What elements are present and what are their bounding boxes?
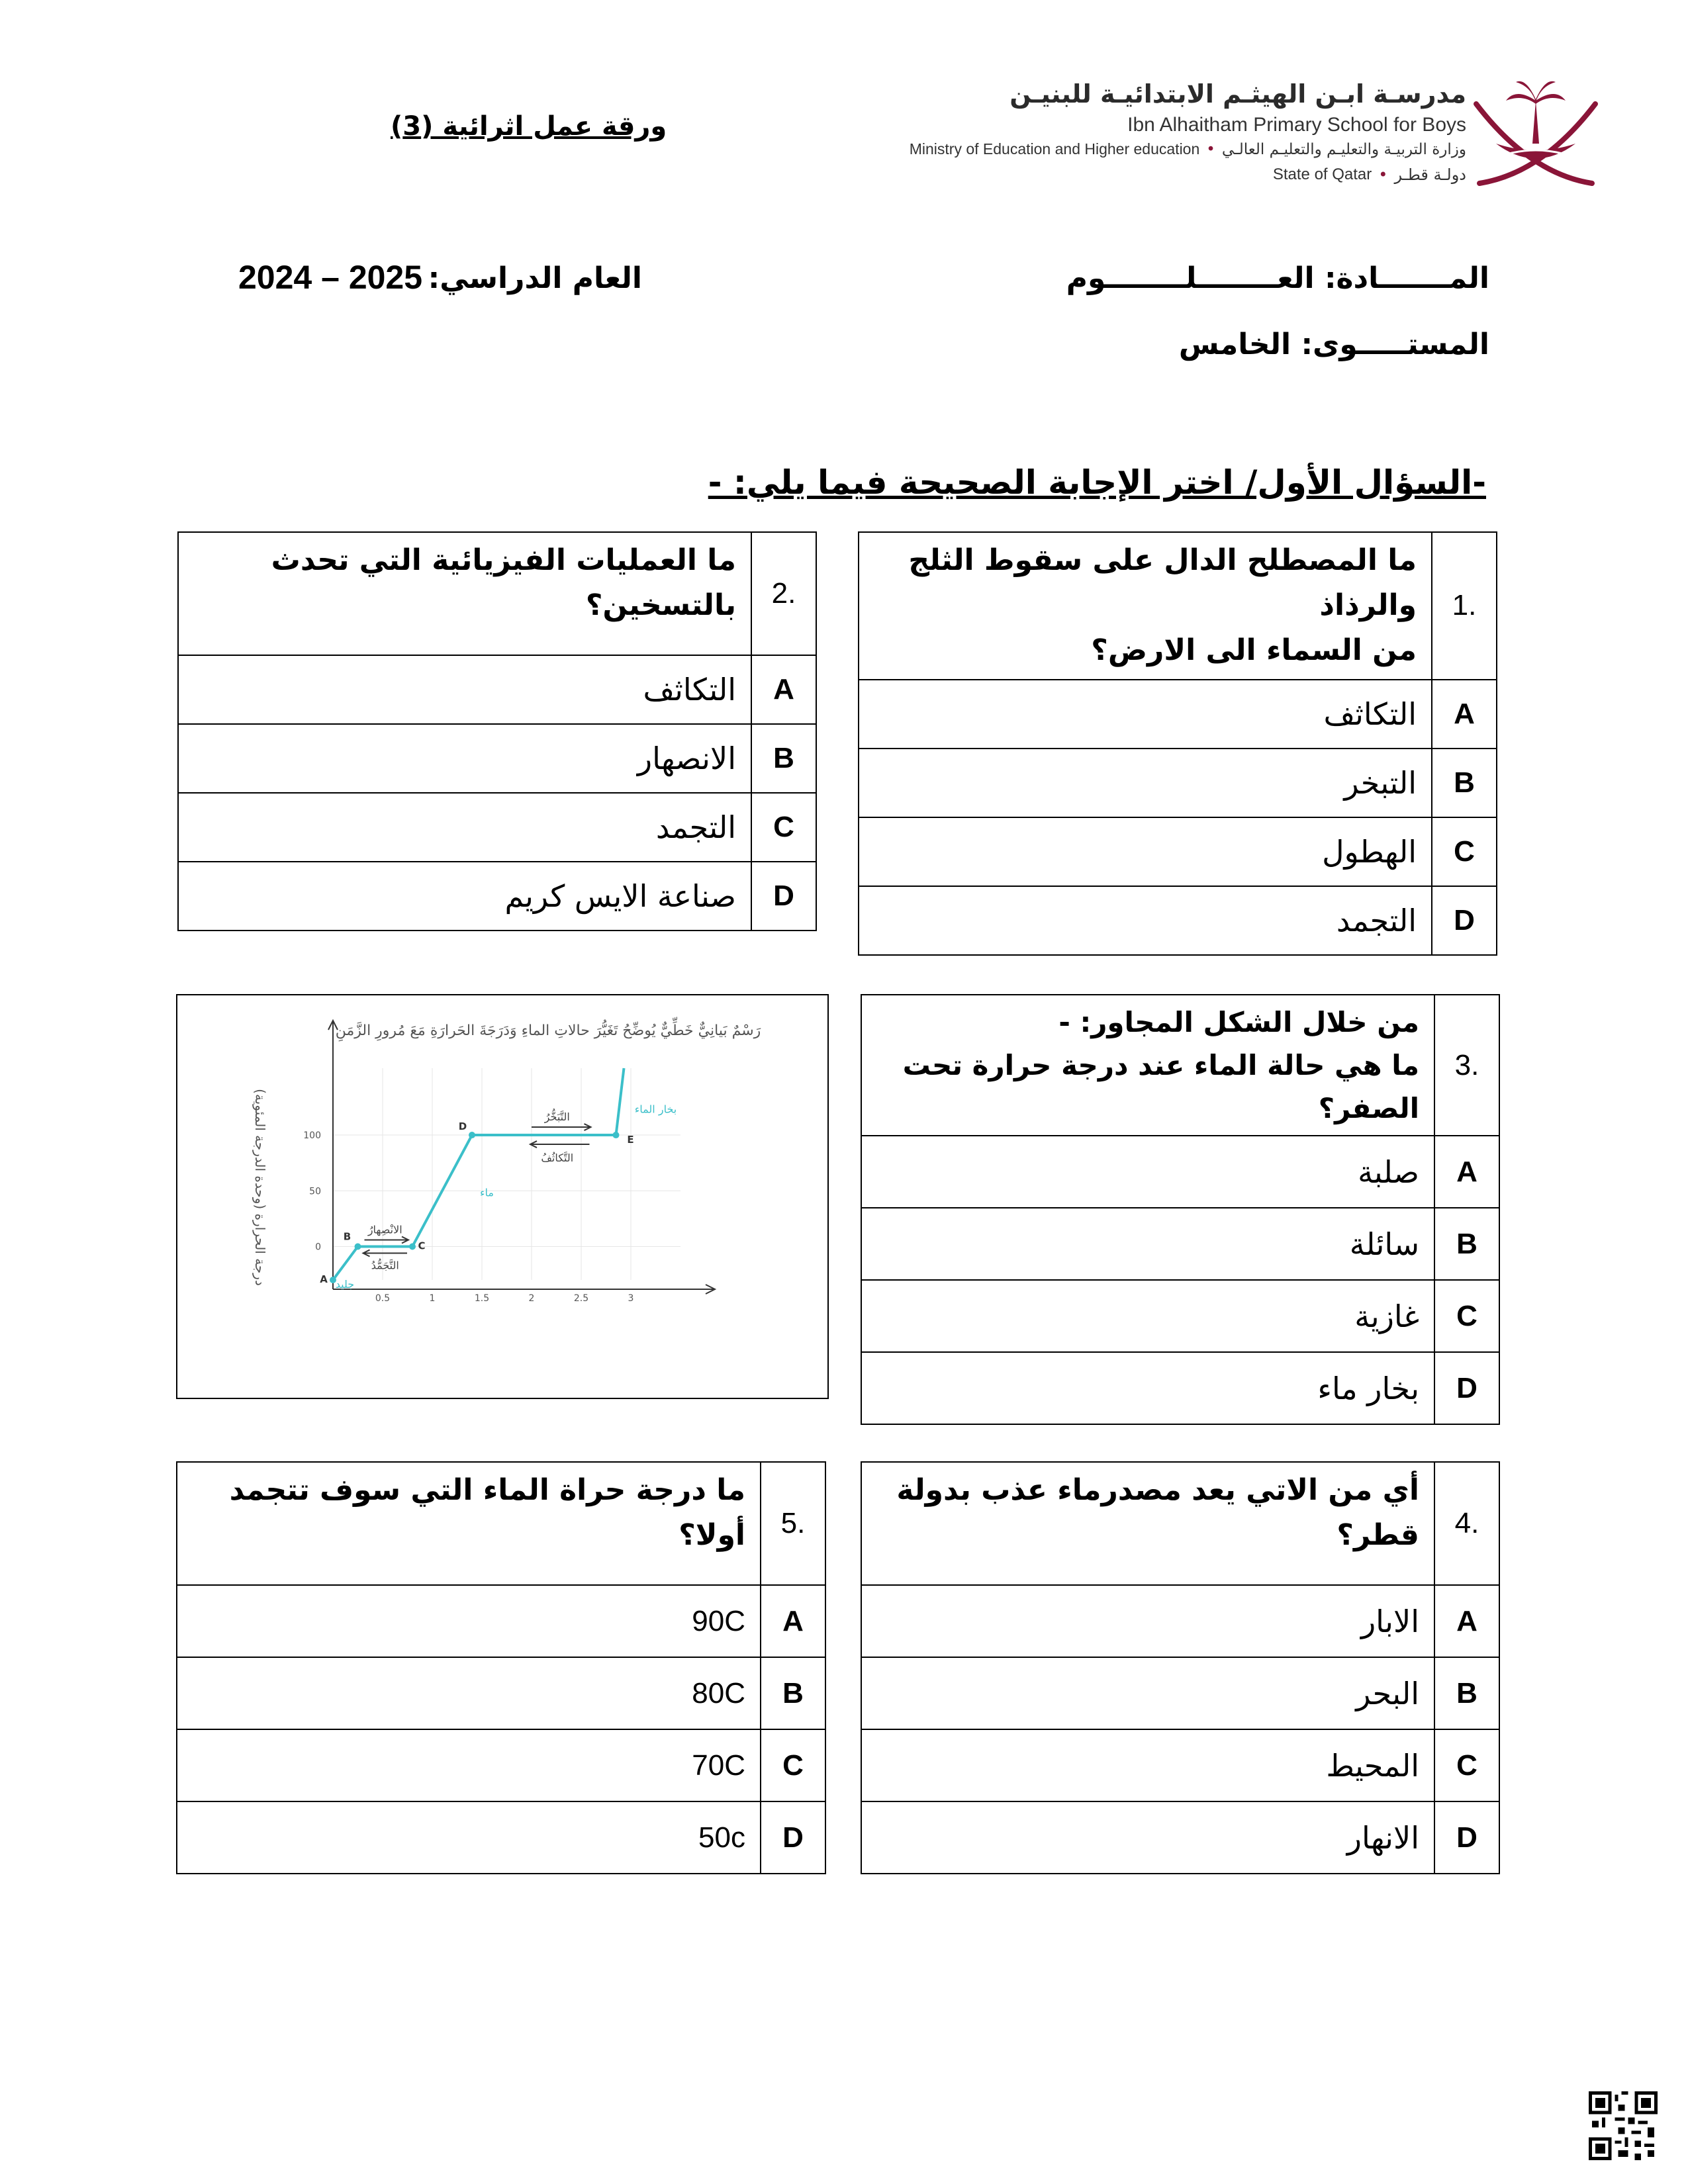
chart-point-label: A <box>320 1273 328 1285</box>
chart-x-tick-label: 2 <box>528 1293 535 1304</box>
school-name-english: Ibn Alhaitham Primary School for Boys <box>1127 114 1466 136</box>
option-letter: D <box>1432 886 1497 955</box>
option-text: صناعة الايس كريم <box>178 862 751 931</box>
option-row[interactable] <box>861 1280 1499 1352</box>
option-text: التكاثف <box>859 680 1432 749</box>
chart-grid <box>333 1068 680 1280</box>
question-number: 4. <box>1434 1462 1499 1585</box>
qatar-emblem-icon <box>1470 74 1602 190</box>
chart-point-label: E <box>627 1134 634 1146</box>
option-row[interactable] <box>861 1585 1499 1657</box>
freezing-label: التَّجَمُّدُ <box>371 1259 399 1272</box>
question-3-table <box>861 994 1500 1425</box>
option-row[interactable] <box>177 1585 825 1657</box>
chart-x-tick-label: 2.5 <box>573 1293 589 1304</box>
chart-x-tick-label: 0.5 <box>375 1293 391 1304</box>
separator-dot: • <box>1378 165 1388 184</box>
chart-x-tick-label: 1.5 <box>474 1293 490 1304</box>
option-text: 50c <box>177 1801 761 1874</box>
ice-label: جليد <box>335 1278 355 1291</box>
option-text: التجمد <box>178 793 751 862</box>
chart-point-label: D <box>458 1120 467 1133</box>
option-text: الابار <box>861 1585 1434 1657</box>
subject-label: المـــــــادة: العــــــــلــــــــوم <box>1066 261 1489 295</box>
option-row[interactable] <box>859 817 1497 886</box>
option-letter: C <box>1432 817 1497 886</box>
option-letter: D <box>1434 1352 1499 1424</box>
phase-change-chart <box>177 995 827 1398</box>
question-number: 3. <box>1434 995 1499 1136</box>
option-row[interactable] <box>177 1729 825 1801</box>
option-row[interactable] <box>859 680 1497 749</box>
chart-x-tick-label: 1 <box>429 1293 436 1304</box>
question-number: 2. <box>751 532 816 655</box>
chart-y-tick-label: 100 <box>303 1130 321 1142</box>
state-arabic: دولـة قطـر <box>1394 165 1466 184</box>
option-row[interactable] <box>861 1801 1499 1874</box>
melting-label: الانْصِهارُ <box>367 1223 402 1236</box>
option-text: غازية <box>861 1280 1434 1352</box>
option-text: المحيط <box>861 1729 1434 1801</box>
option-text: 80C <box>177 1657 761 1729</box>
option-text: 70C <box>177 1729 761 1801</box>
option-row[interactable] <box>177 1801 825 1874</box>
chart-annotations <box>336 1103 677 1291</box>
worksheet-title: ورقة عمل اثرائية (3) <box>391 111 667 142</box>
evaporation-label: التَّبَخُّرُ <box>544 1111 570 1124</box>
option-row[interactable] <box>861 1352 1499 1424</box>
option-row[interactable] <box>178 862 816 931</box>
academic-year-label: العام الدراسي: <box>428 261 642 295</box>
option-letter: B <box>1434 1657 1499 1729</box>
question-text: ما درجة حراة الماء التي سوف تتجمد أولا؟ <box>177 1462 761 1585</box>
qr-code-icon <box>1589 2091 1658 2160</box>
state-line <box>1273 165 1466 184</box>
question-text: ما العمليات الفيزيائية التي تحدث بالتسخين؟ <box>178 532 751 655</box>
option-letter: C <box>761 1729 825 1801</box>
condensation-label: التَّكاثُفُ <box>541 1152 574 1165</box>
level-label: المستـــــوى: الخامس <box>1178 328 1489 361</box>
chart-y-tick-label: 0 <box>315 1242 321 1253</box>
chart-title: رَسْمٌ بَيانِيٌّ خَطِّيٌّ يُوضِّحُ تَغَيُّرَ حالاتِ الماءِ وَدَرَجَةَ الحَرارَةِ مَعَ مُرورِ الزَّمَنِ <box>335 1023 761 1039</box>
chart-y-axis-label: درجة الحرارة (وحدة الدرجة المئوية) <box>252 1089 268 1286</box>
option-text: التبخر <box>859 749 1432 817</box>
question-text: ما المصطلح الدال على سقوط الثلج والرذاذ من السماء الى الارض؟ <box>859 532 1432 680</box>
ministry-line <box>910 140 1466 158</box>
option-row[interactable] <box>861 1729 1499 1801</box>
ministry-english: Ministry of Education and Higher education <box>909 140 1200 158</box>
chart-points <box>320 1120 633 1285</box>
option-text: سائلة <box>861 1208 1434 1280</box>
option-letter: C <box>1434 1280 1499 1352</box>
option-letter: D <box>751 862 816 931</box>
chart-y-tick-label: 50 <box>309 1186 321 1197</box>
option-row[interactable] <box>178 793 816 862</box>
option-row[interactable] <box>859 886 1497 955</box>
chart-series-line <box>333 1068 624 1280</box>
option-letter: A <box>1434 1585 1499 1657</box>
option-letter: A <box>751 655 816 724</box>
option-text: البحر <box>861 1657 1434 1729</box>
option-text: صلبة <box>861 1136 1434 1208</box>
chart-point-label: C <box>418 1240 426 1252</box>
option-text: بخار ماء <box>861 1352 1434 1424</box>
ministry-arabic: وزارة التربيـة والتعليـم والتعليـم العالـي <box>1221 140 1466 158</box>
chart-point-b <box>355 1243 361 1250</box>
option-text: التجمد <box>859 886 1432 955</box>
option-letter: A <box>1432 680 1497 749</box>
option-letter: D <box>761 1801 825 1874</box>
question-5-table <box>176 1461 826 1874</box>
option-letter: B <box>1432 749 1497 817</box>
chart-x-tick-label: 3 <box>628 1293 634 1304</box>
option-letter: B <box>761 1657 825 1729</box>
option-letter: C <box>751 793 816 862</box>
option-text: الانصهار <box>178 724 751 793</box>
option-row[interactable] <box>178 724 816 793</box>
option-row[interactable] <box>178 655 816 724</box>
phase-change-chart-box <box>176 994 829 1399</box>
question-4-table <box>861 1461 1500 1874</box>
chart-point-c <box>409 1243 416 1250</box>
option-letter: A <box>761 1585 825 1657</box>
question-number: 5. <box>761 1462 825 1585</box>
chart-point-e <box>613 1132 620 1138</box>
option-row[interactable] <box>861 1136 1499 1208</box>
academic-year-value: 2024 – 2025 <box>238 259 423 296</box>
separator-dot: • <box>1206 140 1215 158</box>
option-letter: B <box>1434 1208 1499 1280</box>
option-text: الانهار <box>861 1801 1434 1874</box>
chart-point-d <box>469 1132 475 1138</box>
option-letter: A <box>1434 1136 1499 1208</box>
question-1-table <box>858 531 1497 956</box>
option-text: الهطول <box>859 817 1432 886</box>
option-text: التكاثف <box>178 655 751 724</box>
vapor-label: بخار الماء <box>634 1103 677 1116</box>
state-english: State of Qatar <box>1272 165 1372 183</box>
option-row[interactable] <box>177 1657 825 1729</box>
option-letter: D <box>1434 1801 1499 1874</box>
option-letter: B <box>751 724 816 793</box>
question-2-table <box>177 531 817 931</box>
chart-point-label: B <box>343 1230 352 1243</box>
option-row[interactable] <box>861 1208 1499 1280</box>
option-row[interactable] <box>861 1657 1499 1729</box>
option-text: 90C <box>177 1585 761 1657</box>
school-name-arabic: مدرسـة ابـن الهيثـم الابتدائيـة للبنيـن <box>1009 79 1466 109</box>
water-label: ماء <box>480 1186 494 1199</box>
question-text: أي من الاتي يعد مصدرماء عذب بدولة قطر؟ <box>861 1462 1434 1585</box>
question-text: من خلال الشكل المجاور: - ما هي حالة الماء عند درجة حرارة تحت الصفر؟ <box>861 995 1434 1136</box>
section-heading: -السؤال الأول/ اختر الإجابة الصحيحة فيما يلي: - <box>708 463 1486 502</box>
option-letter: C <box>1434 1729 1499 1801</box>
option-row[interactable] <box>859 749 1497 817</box>
question-number: 1. <box>1432 532 1497 680</box>
